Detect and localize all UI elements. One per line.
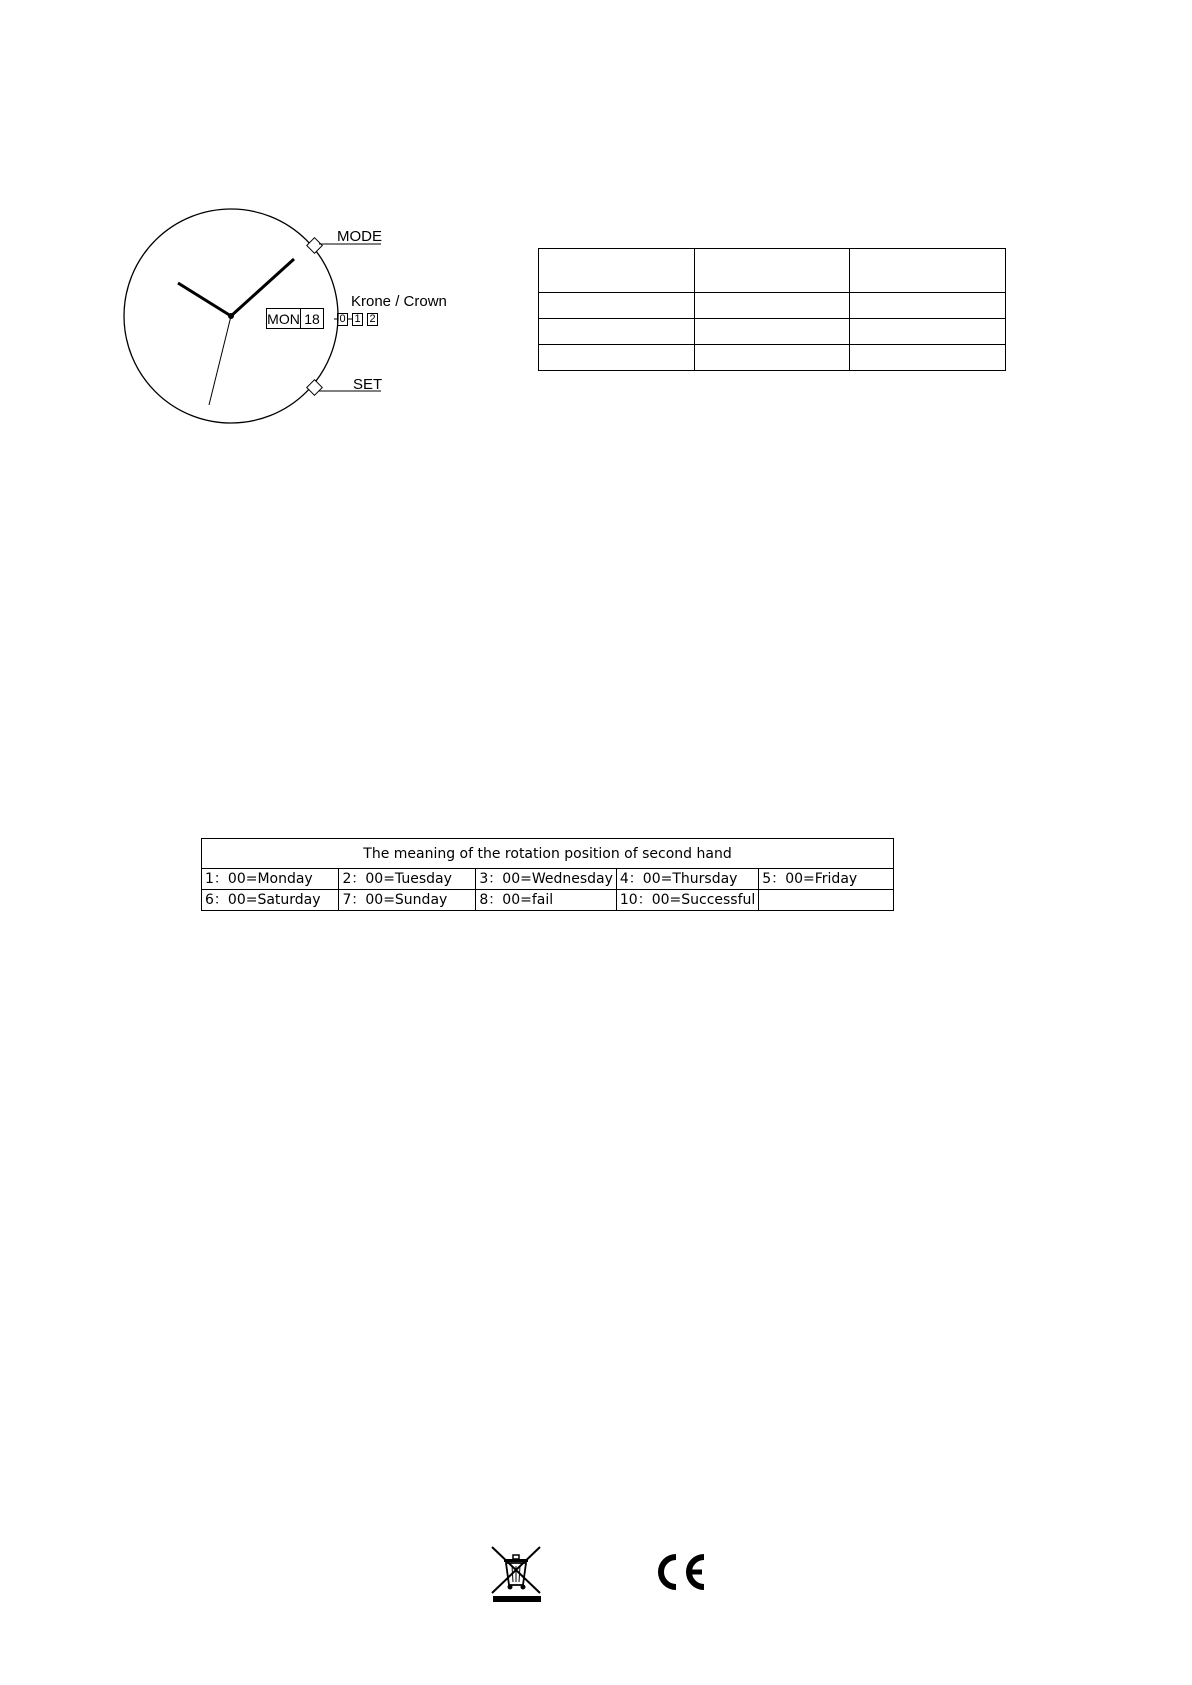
table-row <box>539 345 1006 371</box>
blank-table <box>538 248 1006 371</box>
table-row <box>202 869 894 890</box>
table-cell <box>694 293 850 319</box>
crown-position-1: 1 <box>352 313 363 326</box>
table-row <box>202 839 894 869</box>
table-cell: 8：00=fail <box>476 890 617 911</box>
second-hand-table-title: The meaning of the rotation position of second hand <box>202 839 894 869</box>
table-cell: 10：00=Successful <box>616 890 758 911</box>
table-cell <box>539 319 695 345</box>
weee-crossed-bin-icon <box>490 1545 544 1603</box>
table-cell <box>850 319 1006 345</box>
table-row <box>202 890 894 911</box>
watch-diagram <box>0 0 480 440</box>
table-cell <box>694 319 850 345</box>
table-cell <box>759 890 894 911</box>
crown-label: Krone / Crown <box>351 293 447 310</box>
table-cell: 3：00=Wednesday <box>476 869 617 890</box>
table-cell: 2：00=Tuesday <box>339 869 476 890</box>
table-cell <box>694 249 850 293</box>
table-cell: 4：00=Thursday <box>616 869 758 890</box>
ce-mark-icon <box>652 1553 710 1591</box>
table-row <box>539 293 1006 319</box>
table-cell <box>539 293 695 319</box>
mode-pusher-icon <box>307 238 323 254</box>
table-cell: 7：00=Sunday <box>339 890 476 911</box>
table-cell <box>850 249 1006 293</box>
table-cell: 6：00=Saturday <box>202 890 339 911</box>
hour-hand-icon <box>178 283 231 316</box>
table-cell <box>850 345 1006 371</box>
crown-position-0: 0 <box>337 313 348 326</box>
second-hand-table <box>201 838 894 911</box>
table-cell <box>539 249 695 293</box>
table-cell <box>539 345 695 371</box>
table-cell: 1：00=Monday <box>202 869 339 890</box>
set-pusher-icon <box>307 380 323 396</box>
watch-dial-drawing <box>0 0 480 440</box>
second-hand-icon <box>209 316 231 405</box>
table-cell: 5：00=Friday <box>759 869 894 890</box>
set-label: SET <box>353 376 383 393</box>
table-cell <box>850 293 1006 319</box>
table-row <box>539 249 1006 293</box>
mode-label: MODE <box>337 228 382 245</box>
date-window: 18 <box>300 308 324 329</box>
day-window: MON <box>266 308 301 329</box>
table-cell <box>694 345 850 371</box>
hand-pivot-icon <box>228 313 234 319</box>
table-row <box>539 319 1006 345</box>
crown-position-2: 2 <box>367 313 378 326</box>
